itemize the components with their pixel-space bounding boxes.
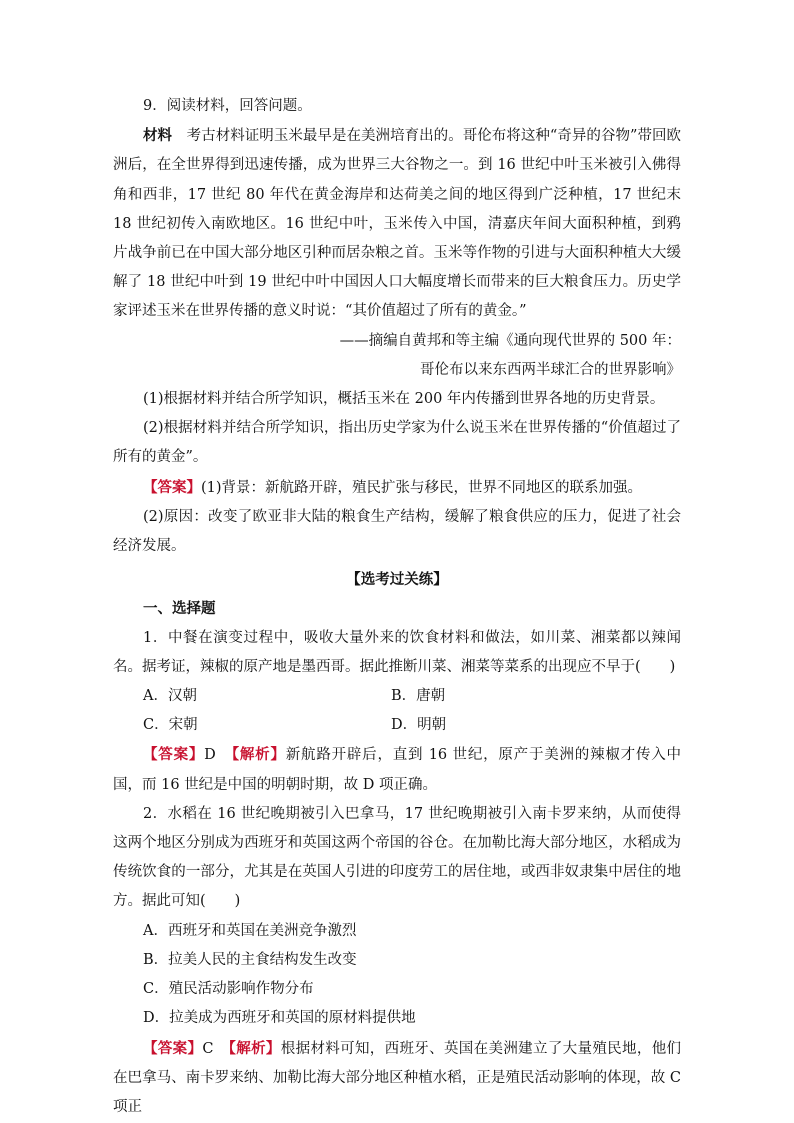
- q1-answer-value: D: [204, 747, 216, 764]
- q9-material-text: 考古材料证明玉米最早是在美洲培育出的。哥伦布将这种“奇异的谷物”带回欧洲后，在全世界得到迅速传播，成为世界三大谷物之一。到 16 世纪中叶玉米被引入佛得角和西非，17 世纪 80 年代在黄金海岸和达荷美之间的地区得到广泛种植，17 世纪末 18 世纪初传入南欧地区。16 世纪中叶，玉米传入中国，清嘉庆年间大面积种植，到鸦片战争前已在中国大部分地区引种而居杂粮之首。玉米等作物的引进与大面积种植大大缓解了 18 世纪中叶到 19 世纪中叶中国因人口大幅度增长而带来的巨大粮食压力。历史学家评述玉米在世界传播的意义时说：“其价值超过了所有的黄金。”: [113, 128, 682, 320]
- q2-option-b: B．拉美人民的主食结构发生改变: [143, 951, 357, 968]
- q1-stem: 1．中餐在演变过程中，吸收大量外来的饮食材料和做法，如川菜、湘菜都以辣闻名。据考证，辣椒的原产地是墨西哥。据此推断川菜、湘菜等菜系的出现应不早于( ): [113, 629, 681, 675]
- q2-option-a: A．西班牙和英国在美洲竞争激烈: [143, 922, 357, 939]
- q2-answer-value: C: [202, 1040, 214, 1057]
- q1-answer-label: 【答案】: [143, 746, 205, 764]
- q1-option-d: D．明朝: [391, 717, 447, 734]
- q2-analysis-text: 根据材料可知，西班牙、英国在美洲建立了大量殖民地，他们在巴拿马、南卡罗来纳、加勒比海大部分地区种植水稻，正是殖民活动影响的体现，故 C 项正: [113, 1040, 682, 1115]
- q9-answer1-text: (1)背景：新航路开辟，殖民扩张与移民，世界不同地区的联系加强。: [201, 479, 643, 496]
- q1-analysis-label: 【解析】: [231, 746, 286, 764]
- q9-source-line2: 哥伦布以来东西两半球汇合的世界影响》: [420, 361, 681, 378]
- q1-analysis-text: 新航路开辟后，直到 16 世纪，原产于美洲的辣椒才传入中国，而 16 世纪是中国的明朝时期，故 D 项正确。: [113, 747, 682, 793]
- q9-material: [113, 121, 681, 326]
- section-title: 【选考过关练】: [346, 571, 448, 589]
- q1-option-b: B．唐朝: [391, 688, 446, 705]
- q9-answer1: [113, 473, 681, 503]
- q1-answer: [113, 740, 681, 799]
- q1-options-row-1: [113, 682, 681, 711]
- part-title: 一、选择题: [143, 600, 216, 618]
- q2-answer-label: 【答案】: [143, 1039, 203, 1057]
- q2-option-c: C．殖民活动影响作物分布: [143, 981, 314, 998]
- q2-stem: 2．水稻在 16 世纪晚期被引入巴拿马，17 世纪晚期被引入南卡罗来纳，从而使得这两个地区分别成为西班牙和英国这两个帝国的谷仓。在加勒比海大部分地区，水稻成为传统饮食的一部分，尤其是在英国人引进的印度劳工的居住地，或西非奴隶集中居住的地方。据此可知( ): [113, 805, 681, 910]
- q1-option-a: A．汉朝: [143, 688, 197, 705]
- q9-material-label: 材料: [143, 127, 173, 145]
- q1-option-c: C．宋朝: [143, 717, 198, 734]
- q2-option-d: D．拉美成为西班牙和英国的原材料提供地: [143, 1010, 416, 1027]
- q9-answer-label: 【答案】: [143, 478, 201, 496]
- q9-answer2: (2)原因：改变了欧亚非大陆的粮食生产结构，缓解了粮食供应的压力，促进了社会经济发展。: [113, 508, 681, 555]
- q9-heading: 9．阅读材料，回答问题。: [143, 98, 312, 114]
- q2-answer: [113, 1034, 681, 1123]
- q9-sub2: (2)根据材料并结合所学知识，指出历史学家为什么说玉米在世界传播的“价值超过了所有的黄金”。: [113, 420, 681, 466]
- q9-sub1: (1)根据材料并结合所学知识，概括玉米在 200 年内传播到世界各地的历史背景。: [143, 391, 665, 408]
- q2-analysis-label: 【解析】: [228, 1039, 281, 1057]
- q1-options-row-2: [113, 711, 681, 740]
- q9-source-line1: ——摘编自黄邦和等主编《通向现代世界的 500 年：: [339, 332, 681, 349]
- document-content: [113, 92, 681, 1122]
